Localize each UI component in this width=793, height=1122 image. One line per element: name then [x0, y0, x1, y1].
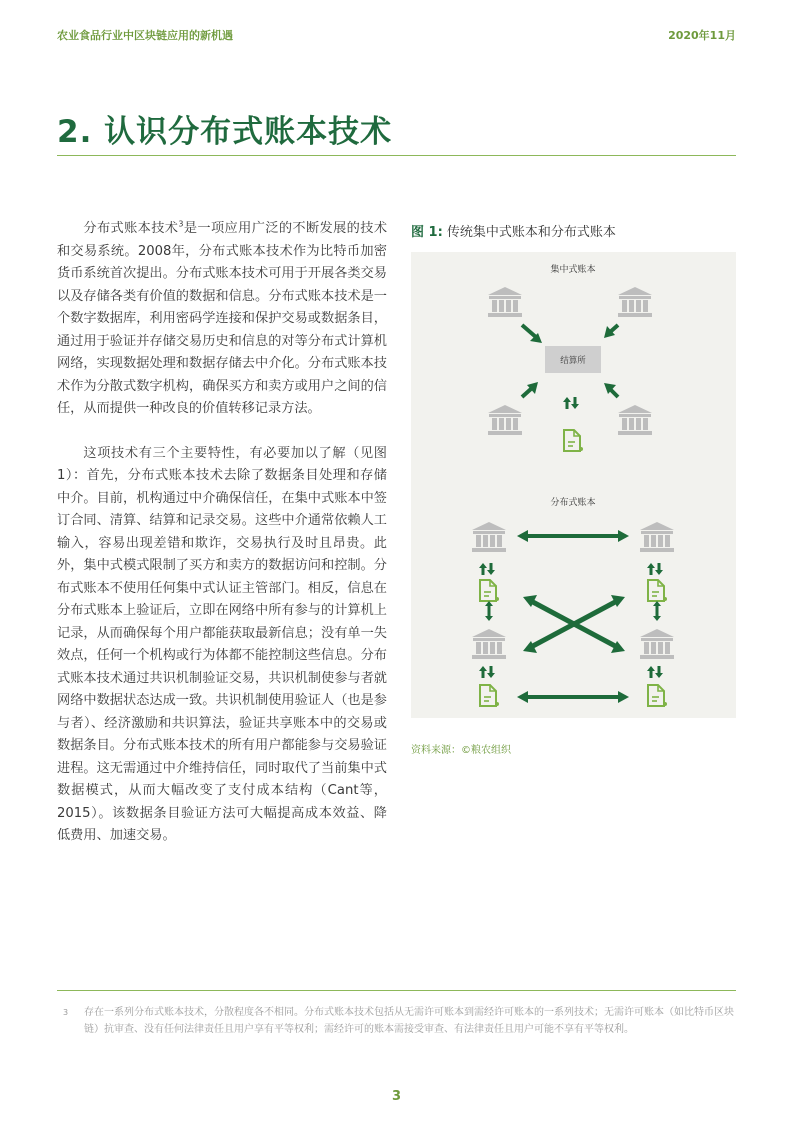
page-number: 3	[391, 1089, 402, 1104]
bank-icon	[640, 629, 674, 659]
centralized-title: 集中式账本	[550, 265, 596, 275]
horizontal-double-arrow	[517, 691, 629, 703]
exchange-arrows-icon	[647, 666, 663, 678]
figure-label: 图 1:	[411, 225, 443, 240]
figure-source: 资料来源：©粮农组织	[411, 745, 511, 756]
exchange-arrows-icon	[647, 563, 663, 575]
inward-arrow	[522, 382, 538, 397]
distributed-title: 分布式账本	[550, 498, 596, 508]
inward-arrow	[604, 325, 618, 338]
bank-icon	[472, 522, 506, 552]
document-icon	[648, 685, 667, 706]
horizontal-double-arrow	[517, 530, 629, 542]
inward-arrow	[522, 325, 542, 343]
ledger-diagram	[411, 252, 736, 718]
paragraph-1	[57, 218, 387, 421]
document-icon	[480, 685, 499, 706]
footnote	[57, 1004, 736, 1038]
paragraph-1-lead: 分布式账本技术	[83, 221, 179, 236]
document-icon	[564, 430, 583, 451]
footnote-ref[interactable]: 3	[178, 219, 184, 229]
clearing-house-label: 结算所	[560, 356, 586, 366]
footnote-divider	[57, 990, 736, 991]
bank-icon	[488, 287, 522, 317]
footnote-number: 3	[63, 1008, 69, 1017]
vertical-double-arrow	[485, 601, 493, 621]
report-date: 2020年11月	[668, 29, 736, 42]
figure-caption-text: 传统集中式账本和分布式账本	[446, 225, 616, 240]
document-icon	[480, 580, 499, 601]
figure-caption	[411, 221, 616, 240]
inward-arrow	[604, 383, 618, 397]
vertical-double-arrow	[653, 601, 661, 621]
exchange-arrows-icon	[479, 563, 495, 575]
figure-1	[411, 252, 736, 718]
bank-icon	[472, 629, 506, 659]
paragraph-1-rest: 是一项应用广泛的不断发展的技术和交易系统。2008年，分布式账本技术作为比特币加密货币系统首次提出。分布式账本技术可用于开展各类交易以及存储各类有价值的数据和信息。分布式账本技术是一个数字数据库，利用密码学连接和保护交易或数据条目，通过用于验证并存储交易历史和信息的对等分布式计算机网络，实现数据处理和数据存储去中介化。分布式账本技术作为分散式数字机构，确保买方和卖方或用户之间的信任，从而提供一种改良的价值转移记录方法。	[57, 221, 388, 416]
exchange-arrows-icon	[479, 666, 495, 678]
bank-icon	[618, 405, 652, 435]
exchange-arrows-icon	[563, 397, 579, 409]
bank-icon	[618, 287, 652, 317]
bank-icon	[640, 522, 674, 552]
paragraph-2: 这项技术有三个主要特性，有必要加以了解（见图1）：首先，分布式账本技术去除了数据条目处理和存储中介。目前，机构通过中介确保信任，在集中式账本中签订合同、清算、结算和记录交易。这些中介通常依赖人工输入，容易出现差错和欺诈，交易执行及时且昂贵。此外，集中式模式限制了买方和卖方的数据访问和控制。分布式账本不使用任何集中式认证主管部门。相反，信息在分布式账本上验证后，立即在网络中所有参与的计算机上记录，从而确保每个用户都能获取最新信息；没有单一失效点，任何一个机构或行为体都不能控制这些信息。分布式账本技术通过共识机制验证交易，共识机制使参与者就网络中数据状态达成一致。共识机制使用验证人（也是参与者）、经济激励和共识算法，验证共享账本中的交易或数据条目。分布式账本技术的所有用户都能参与交易验证进程。这无需通过中介维持信任，同时取代了当前集中式数据模式，从而大幅改变了支付成本结构（Cant等，2015）。该数据条目验证方法可大幅提高成本效益、降低费用、加速交易。	[57, 445, 387, 843]
footnote-text: 存在一系列分布式账本技术，分散程度各不相同。分布式账本技术包括从无需许可账本到需经许可账本的一系列技术；无需许可账本（如比特币区块链）抗审查、没有任何法律责任且用户享有平等权利；需经许可的账本需接受审查、有法律责任且用户可能不享有平等权利。	[84, 1007, 734, 1035]
body-text	[57, 218, 387, 848]
report-title: 农业食品行业中区块链应用的新机遇	[57, 29, 233, 42]
document-icon	[648, 580, 667, 601]
bank-icon	[488, 405, 522, 435]
section-title: 2. 认识分布式账本技术	[57, 114, 393, 150]
title-divider	[57, 155, 736, 156]
